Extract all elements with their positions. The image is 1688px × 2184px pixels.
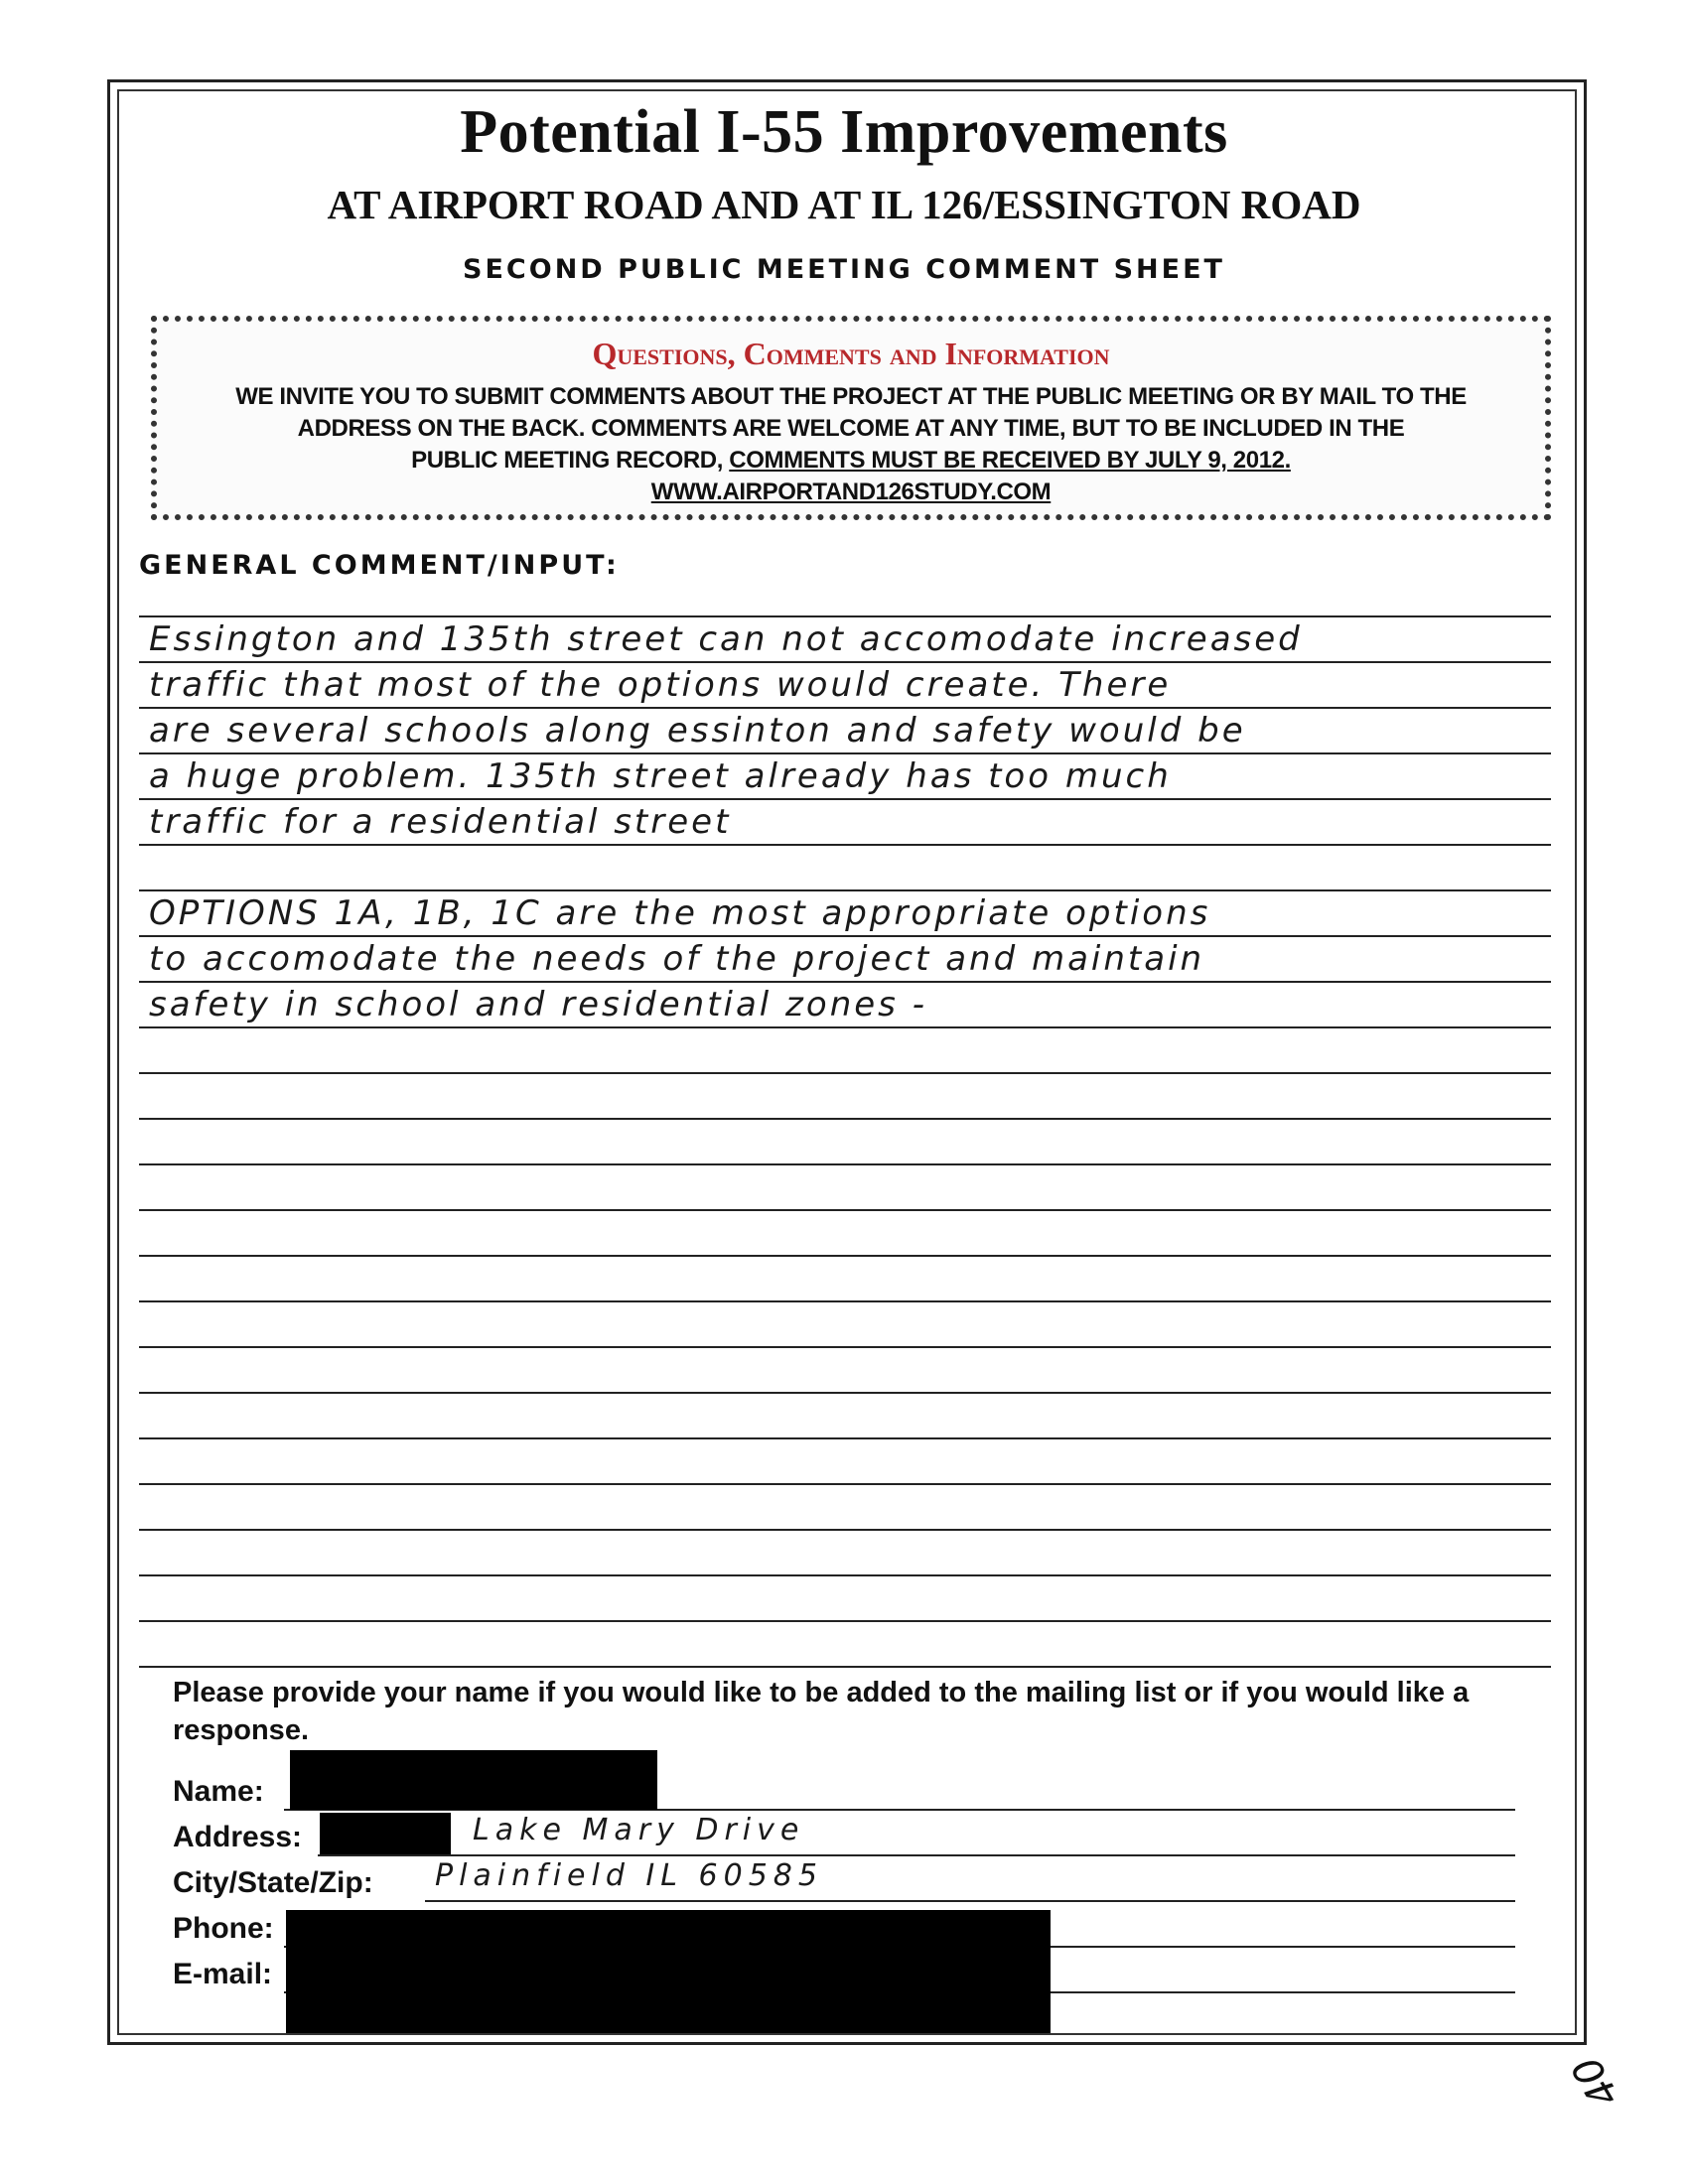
page-number: 40 (1563, 2048, 1629, 2116)
document-title: Potential I-55 Improvements (460, 98, 1228, 166)
contact-prompt: Please provide your name if you would like to be added to the mailing list or if you would like a response. (173, 1677, 1470, 1746)
comment-line[interactable] (139, 707, 1551, 709)
comment-line[interactable] (139, 1163, 1551, 1165)
comment-line[interactable] (139, 752, 1551, 754)
info-box (151, 316, 1551, 520)
handwritten-line: Essington and 135th street can not accomodate increased (149, 619, 1303, 659)
comment-line[interactable] (139, 1118, 1551, 1120)
name-label: Name: (173, 1775, 264, 1808)
comment-line[interactable] (139, 1346, 1551, 1348)
comment-line[interactable] (139, 1437, 1551, 1439)
handwritten-line: to accomodate the needs of the project and maintain (149, 939, 1205, 979)
handwritten-line: are several schools along essinton and safety would be (149, 711, 1246, 751)
comment-line[interactable] (139, 1529, 1551, 1531)
handwritten-line: traffic for a residential street (149, 802, 732, 842)
redaction-block (290, 1750, 657, 1810)
document-subtitle: AT AIRPORT ROAD AND AT IL 126/ESSINGTON ROAD (327, 182, 1361, 227)
website-link[interactable]: WWW.AIRPORTAND126STUDY.COM (650, 478, 1052, 505)
deadline-text: COMMENTS MUST BE RECEIVED BY JULY 9, 2012. (729, 447, 1291, 474)
general-comment-label: GENERAL COMMENT/INPUT: (139, 550, 620, 581)
city-value: Plainfield IL 60585 (435, 1858, 823, 1893)
handwritten-line: safety in school and residential zones - (149, 985, 927, 1024)
sheet-name: SECOND PUBLIC MEETING COMMENT SHEET (463, 254, 1225, 285)
handwritten-line: a huge problem. 135th street already has too much (149, 756, 1172, 796)
address-field[interactable] (318, 1854, 1515, 1856)
info-heading: Questions, Comments and Information (592, 336, 1110, 371)
comment-line[interactable] (139, 1392, 1551, 1394)
info-line-3-lead: PUBLIC MEETING RECORD, (411, 447, 723, 474)
comment-line[interactable] (139, 1209, 1551, 1211)
comment-line[interactable] (139, 844, 1551, 846)
info-line-2: ADDRESS ON THE BACK. COMMENTS ARE WELCOME AT ANY TIME, BUT TO BE INCLUDED IN THE (297, 415, 1405, 442)
comment-line[interactable] (139, 1026, 1551, 1028)
comment-line[interactable] (139, 1666, 1551, 1668)
comment-line[interactable] (139, 935, 1551, 937)
comment-line[interactable] (139, 1620, 1551, 1622)
address-label: Address: (173, 1821, 303, 1853)
handwritten-line: OPTIONS 1A, 1B, 1C are the most appropriate options (149, 893, 1211, 933)
handwritten-line: traffic that most of the options would create. There (149, 665, 1172, 705)
comment-line[interactable] (139, 981, 1551, 983)
comment-line[interactable] (139, 615, 1551, 617)
comment-line[interactable] (139, 661, 1551, 663)
phone-label: Phone: (173, 1912, 274, 1945)
info-text (187, 381, 1515, 508)
city-field[interactable] (425, 1900, 1515, 1902)
comment-line[interactable] (139, 1255, 1551, 1257)
comment-line[interactable] (139, 889, 1551, 891)
redaction-block (286, 1910, 1051, 2033)
address-value: Lake Mary Drive (473, 1813, 805, 1847)
redaction-block (320, 1813, 451, 1854)
city-label: City/State/Zip: (173, 1866, 373, 1899)
info-line-1: WE INVITE YOU TO SUBMIT COMMENTS ABOUT THE PROJECT AT THE PUBLIC MEETING OR BY MAIL TO THE (235, 383, 1467, 410)
comment-line[interactable] (139, 798, 1551, 800)
comment-line[interactable] (139, 1072, 1551, 1074)
comment-line[interactable] (139, 1574, 1551, 1576)
comment-line[interactable] (139, 1300, 1551, 1302)
info-line-3 (187, 445, 1515, 477)
email-label: E-mail: (173, 1958, 273, 1990)
comment-line[interactable] (139, 1483, 1551, 1485)
